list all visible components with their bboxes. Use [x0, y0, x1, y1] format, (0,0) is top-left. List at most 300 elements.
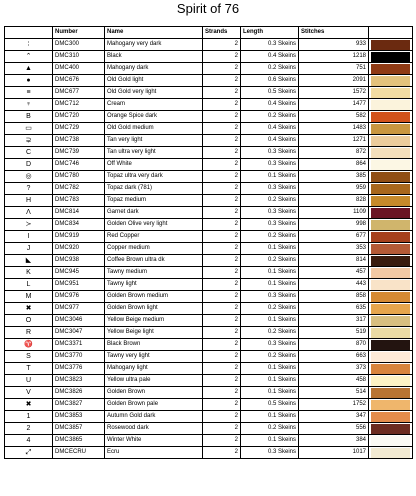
- name-cell: Mahogany very dark: [105, 39, 203, 51]
- stitches-cell: 556: [299, 423, 369, 435]
- number-cell: [53, 195, 105, 207]
- header-name: Name: [105, 27, 203, 39]
- number-cell: [53, 75, 105, 87]
- name-cell: Golden Brown light: [105, 303, 203, 315]
- color-swatch: [371, 268, 410, 278]
- table-row: [5, 447, 413, 459]
- table-header-row: [5, 27, 413, 39]
- floss-number: 3770: [69, 353, 83, 359]
- brand-label: DMC: [55, 293, 69, 299]
- floss-number: 300: [69, 41, 80, 47]
- color-swatch: [371, 52, 410, 62]
- length-cell: 0.3 Skeins: [241, 219, 299, 231]
- color-swatch-cell: [369, 63, 413, 75]
- strands-cell: 2: [203, 147, 241, 159]
- stitches-cell: 353: [299, 243, 369, 255]
- stitches-cell: 1109: [299, 207, 369, 219]
- color-swatch: [371, 64, 410, 74]
- table-row: [5, 267, 413, 279]
- symbol-cell: O: [5, 315, 53, 327]
- color-swatch: [371, 160, 410, 170]
- table-row: [5, 99, 413, 111]
- symbol-cell: I: [5, 231, 53, 243]
- color-swatch-cell: [369, 207, 413, 219]
- symbol-cell: S: [5, 351, 53, 363]
- stitches-cell: 317: [299, 315, 369, 327]
- symbol-cell: R: [5, 327, 53, 339]
- brand-label: DMC: [55, 449, 69, 455]
- length-cell: 0.2 Skeins: [241, 255, 299, 267]
- length-cell: 0.2 Skeins: [241, 303, 299, 315]
- color-swatch: [371, 148, 410, 158]
- symbol-cell: U: [5, 375, 53, 387]
- number-cell: [53, 279, 105, 291]
- number-cell: [53, 303, 105, 315]
- number-cell: [53, 123, 105, 135]
- floss-number: 3827: [69, 401, 83, 407]
- brand-label: DMC: [55, 197, 69, 203]
- name-cell: Yellow Beige medium: [105, 315, 203, 327]
- color-swatch-cell: [369, 219, 413, 231]
- color-swatch-cell: [369, 51, 413, 63]
- floss-number: 938: [69, 257, 80, 263]
- color-swatch-cell: [369, 243, 413, 255]
- brand-label: DMC: [55, 305, 69, 311]
- brand-label: DMC: [55, 65, 69, 71]
- color-swatch: [371, 136, 410, 146]
- table-row: [5, 339, 413, 351]
- color-swatch-cell: [369, 255, 413, 267]
- table-row: [5, 243, 413, 255]
- color-swatch-cell: [369, 411, 413, 423]
- color-swatch-cell: [369, 159, 413, 171]
- table-row: [5, 51, 413, 63]
- stitches-cell: 933: [299, 39, 369, 51]
- length-cell: 0.5 Skeins: [241, 399, 299, 411]
- brand-label: DMC: [55, 77, 69, 83]
- color-swatch: [371, 124, 410, 134]
- length-cell: 0.4 Skeins: [241, 99, 299, 111]
- length-cell: 0.3 Skeins: [241, 291, 299, 303]
- symbol-cell: ?: [5, 183, 53, 195]
- table-row: [5, 351, 413, 363]
- strands-cell: 2: [203, 399, 241, 411]
- table-row: [5, 183, 413, 195]
- color-swatch-cell: [369, 339, 413, 351]
- table-row: [5, 255, 413, 267]
- floss-number: 951: [69, 281, 80, 287]
- symbol-cell: Λ: [5, 207, 53, 219]
- symbol-cell: ≡: [5, 87, 53, 99]
- strands-cell: 2: [203, 387, 241, 399]
- table-row: [5, 327, 413, 339]
- strands-cell: 2: [203, 207, 241, 219]
- symbol-cell: ⊋: [5, 135, 53, 147]
- floss-number: 746: [69, 161, 80, 167]
- number-cell: [53, 183, 105, 195]
- name-cell: Tan very light: [105, 135, 203, 147]
- floss-number: 3826: [69, 389, 83, 395]
- name-cell: Golden Brown: [105, 387, 203, 399]
- strands-cell: 2: [203, 111, 241, 123]
- color-swatch: [371, 100, 410, 110]
- number-cell: [53, 375, 105, 387]
- length-cell: 0.2 Skeins: [241, 423, 299, 435]
- stitches-cell: 1483: [299, 123, 369, 135]
- number-cell: [53, 255, 105, 267]
- stitches-cell: 864: [299, 159, 369, 171]
- stitches-cell: 872: [299, 147, 369, 159]
- color-swatch-cell: [369, 351, 413, 363]
- floss-number: 780: [69, 173, 80, 179]
- length-cell: 0.1 Skeins: [241, 279, 299, 291]
- color-swatch-cell: [369, 423, 413, 435]
- brand-label: DMC: [55, 41, 69, 47]
- length-cell: 0.3 Skeins: [241, 447, 299, 459]
- symbol-cell: ▭: [5, 123, 53, 135]
- table-row: [5, 63, 413, 75]
- name-cell: Copper medium: [105, 243, 203, 255]
- symbol-cell: D: [5, 159, 53, 171]
- floss-number: 3853: [69, 413, 83, 419]
- length-cell: 0.4 Skeins: [241, 123, 299, 135]
- table-row: [5, 171, 413, 183]
- floss-number: 739: [69, 149, 80, 155]
- strands-cell: 2: [203, 123, 241, 135]
- brand-label: DMC: [55, 125, 69, 131]
- strands-cell: 2: [203, 75, 241, 87]
- strands-cell: 2: [203, 243, 241, 255]
- brand-label: DMC: [55, 221, 69, 227]
- table-row: [5, 135, 413, 147]
- floss-number: 814: [69, 209, 80, 215]
- strands-cell: 2: [203, 279, 241, 291]
- stitches-cell: 1477: [299, 99, 369, 111]
- brand-label: DMC: [55, 161, 69, 167]
- symbol-cell: K: [5, 267, 53, 279]
- floss-number: 783: [69, 197, 80, 203]
- color-swatch: [371, 352, 410, 362]
- color-swatch: [371, 328, 410, 338]
- brand-label: DMC: [55, 53, 69, 59]
- floss-number: 3776: [69, 365, 83, 371]
- strands-cell: 2: [203, 411, 241, 423]
- name-cell: Rosewood dark: [105, 423, 203, 435]
- length-cell: 0.2 Skeins: [241, 231, 299, 243]
- stitches-cell: 1017: [299, 447, 369, 459]
- name-cell: Tawny very light: [105, 351, 203, 363]
- color-swatch-cell: [369, 147, 413, 159]
- length-cell: 0.3 Skeins: [241, 183, 299, 195]
- color-swatch-cell: [369, 195, 413, 207]
- name-cell: Yellow Beige light: [105, 327, 203, 339]
- table-row: [5, 423, 413, 435]
- symbol-cell: ✖: [5, 303, 53, 315]
- strands-cell: 2: [203, 63, 241, 75]
- length-cell: 0.2 Skeins: [241, 351, 299, 363]
- page-title: Spirit of 76: [176, 1, 240, 16]
- length-cell: 0.3 Skeins: [241, 207, 299, 219]
- strands-cell: 2: [203, 51, 241, 63]
- stitches-cell: 858: [299, 291, 369, 303]
- stitches-cell: 347: [299, 411, 369, 423]
- strands-cell: 2: [203, 423, 241, 435]
- length-cell: 0.3 Skeins: [241, 147, 299, 159]
- table-row: [5, 219, 413, 231]
- color-swatch-cell: [369, 183, 413, 195]
- strands-cell: 2: [203, 87, 241, 99]
- name-cell: Golden Olive very light: [105, 219, 203, 231]
- floss-number: 3371: [69, 341, 83, 347]
- strands-cell: 2: [203, 159, 241, 171]
- table-row: [5, 435, 413, 447]
- stitches-cell: 751: [299, 63, 369, 75]
- name-cell: Coffee Brown ultra dk: [105, 255, 203, 267]
- name-cell: Golden Brown pale: [105, 399, 203, 411]
- color-swatch: [371, 256, 410, 266]
- brand-label: DMC: [55, 209, 69, 215]
- symbol-cell: ▲: [5, 63, 53, 75]
- color-swatch-cell: [369, 363, 413, 375]
- stitches-cell: 828: [299, 195, 369, 207]
- strands-cell: 2: [203, 135, 241, 147]
- strands-cell: 2: [203, 315, 241, 327]
- number-cell: [53, 339, 105, 351]
- symbol-cell: 2: [5, 423, 53, 435]
- number-cell: [53, 171, 105, 183]
- symbol-cell: V: [5, 387, 53, 399]
- stitches-cell: 959: [299, 183, 369, 195]
- length-cell: 0.1 Skeins: [241, 387, 299, 399]
- number-cell: [53, 99, 105, 111]
- brand-label: DMC: [55, 173, 69, 179]
- name-cell: Topaz dark (781): [105, 183, 203, 195]
- number-cell: [53, 63, 105, 75]
- strands-cell: 2: [203, 375, 241, 387]
- strands-cell: 2: [203, 351, 241, 363]
- table-row: [5, 195, 413, 207]
- color-swatch: [371, 112, 410, 122]
- table-row: [5, 231, 413, 243]
- stitches-cell: 1752: [299, 399, 369, 411]
- stitches-cell: 998: [299, 219, 369, 231]
- stitches-cell: 870: [299, 339, 369, 351]
- stitches-cell: 458: [299, 375, 369, 387]
- brand-label: DMC: [55, 101, 69, 107]
- number-cell: [53, 291, 105, 303]
- brand-label: DMC: [55, 329, 69, 335]
- symbol-cell: C: [5, 147, 53, 159]
- floss-number: 400: [69, 65, 80, 71]
- number-cell: [53, 447, 105, 459]
- name-cell: Cream: [105, 99, 203, 111]
- name-cell: Mahogany dark: [105, 63, 203, 75]
- stitches-cell: 385: [299, 171, 369, 183]
- floss-number: 3823: [69, 377, 83, 383]
- symbol-cell: ⌃: [5, 51, 53, 63]
- strands-cell: 2: [203, 99, 241, 111]
- strands-cell: 2: [203, 339, 241, 351]
- stitches-cell: 457: [299, 267, 369, 279]
- color-swatch-cell: [369, 135, 413, 147]
- length-cell: 0.1 Skeins: [241, 411, 299, 423]
- table-row: [5, 123, 413, 135]
- color-swatch-cell: [369, 375, 413, 387]
- length-cell: 0.1 Skeins: [241, 375, 299, 387]
- symbol-cell: ●: [5, 75, 53, 87]
- color-swatch: [371, 244, 410, 254]
- symbol-cell: T: [5, 363, 53, 375]
- stitches-cell: 582: [299, 111, 369, 123]
- length-cell: 0.1 Skeins: [241, 267, 299, 279]
- color-swatch-cell: [369, 279, 413, 291]
- number-cell: [53, 111, 105, 123]
- color-swatch-cell: [369, 447, 413, 459]
- stitches-cell: 1572: [299, 87, 369, 99]
- color-swatch-cell: [369, 231, 413, 243]
- length-cell: 0.2 Skeins: [241, 327, 299, 339]
- floss-number: 3047: [69, 329, 83, 335]
- symbol-cell: J: [5, 243, 53, 255]
- strands-cell: 2: [203, 435, 241, 447]
- name-cell: Garnet dark: [105, 207, 203, 219]
- table-row: [5, 363, 413, 375]
- color-swatch: [371, 436, 410, 446]
- strands-cell: 2: [203, 267, 241, 279]
- color-swatch: [371, 280, 410, 290]
- name-cell: Orange Spice dark: [105, 111, 203, 123]
- brand-label: DMC: [55, 149, 69, 155]
- name-cell: Mahogany light: [105, 363, 203, 375]
- floss-number: 919: [69, 233, 80, 239]
- name-cell: Tawny medium: [105, 267, 203, 279]
- color-swatch-cell: [369, 171, 413, 183]
- table-row: [5, 111, 413, 123]
- symbol-cell: ≻: [5, 219, 53, 231]
- number-cell: [53, 219, 105, 231]
- color-swatch: [371, 196, 410, 206]
- brand-label: DMC: [55, 341, 69, 347]
- symbol-cell: B: [5, 111, 53, 123]
- symbol-cell: L: [5, 279, 53, 291]
- name-cell: Topaz ultra very dark: [105, 171, 203, 183]
- color-swatch-cell: [369, 291, 413, 303]
- name-cell: Black: [105, 51, 203, 63]
- header-strands: Strands: [203, 27, 241, 39]
- color-swatch: [371, 208, 410, 218]
- number-cell: [53, 87, 105, 99]
- floss-number: 3865: [69, 437, 83, 443]
- brand-label: DMC: [55, 281, 69, 287]
- table-row: [5, 399, 413, 411]
- brand-label: DMC: [55, 365, 69, 371]
- color-swatch: [371, 412, 410, 422]
- number-cell: [53, 351, 105, 363]
- table-row: [5, 303, 413, 315]
- header-stitches: Stitches: [299, 27, 369, 39]
- floss-number: ECRU: [69, 449, 87, 455]
- header-length: Length: [241, 27, 299, 39]
- number-cell: [53, 39, 105, 51]
- stitches-cell: 814: [299, 255, 369, 267]
- name-cell: Red Copper: [105, 231, 203, 243]
- color-swatch: [371, 316, 410, 326]
- color-swatch-cell: [369, 399, 413, 411]
- strands-cell: 2: [203, 219, 241, 231]
- number-cell: [53, 231, 105, 243]
- header-color: [369, 27, 413, 39]
- strands-cell: 2: [203, 231, 241, 243]
- name-cell: Tawny light: [105, 279, 203, 291]
- color-swatch: [371, 40, 410, 50]
- length-cell: 0.2 Skeins: [241, 111, 299, 123]
- brand-label: DMC: [55, 185, 69, 191]
- name-cell: Black Brown: [105, 339, 203, 351]
- name-cell: Golden Brown medium: [105, 291, 203, 303]
- color-swatch-cell: [369, 315, 413, 327]
- number-cell: [53, 363, 105, 375]
- brand-label: DMC: [55, 317, 69, 323]
- symbol-cell: 4: [5, 435, 53, 447]
- color-swatch-cell: [369, 387, 413, 399]
- color-swatch: [371, 292, 410, 302]
- floss-number: 977: [69, 305, 80, 311]
- floss-number: 920: [69, 245, 80, 251]
- brand-label: DMC: [55, 353, 69, 359]
- table-row: [5, 291, 413, 303]
- name-cell: Winter White: [105, 435, 203, 447]
- color-swatch: [371, 88, 410, 98]
- strands-cell: 2: [203, 447, 241, 459]
- table-row: [5, 387, 413, 399]
- stitches-cell: 1271: [299, 135, 369, 147]
- name-cell: Yellow ultra pale: [105, 375, 203, 387]
- length-cell: 0.2 Skeins: [241, 195, 299, 207]
- floss-number: 712: [69, 101, 80, 107]
- brand-label: DMC: [55, 389, 69, 395]
- stitches-cell: 519: [299, 327, 369, 339]
- color-swatch-cell: [369, 267, 413, 279]
- color-swatch: [371, 76, 410, 86]
- symbol-cell: 1: [5, 411, 53, 423]
- brand-label: DMC: [55, 113, 69, 119]
- number-cell: [53, 147, 105, 159]
- stitches-cell: 443: [299, 279, 369, 291]
- color-swatch-cell: [369, 123, 413, 135]
- number-cell: [53, 411, 105, 423]
- brand-label: DMC: [55, 233, 69, 239]
- color-swatch: [371, 220, 410, 230]
- brand-label: DMC: [55, 413, 69, 419]
- color-swatch-cell: [369, 39, 413, 51]
- name-cell: Old Gold medium: [105, 123, 203, 135]
- symbol-cell: ✖: [5, 399, 53, 411]
- symbol-cell: ∶: [5, 39, 53, 51]
- symbol-cell: M: [5, 291, 53, 303]
- floss-number: 782: [69, 185, 80, 191]
- color-swatch: [371, 448, 410, 458]
- stitches-cell: 663: [299, 351, 369, 363]
- number-cell: [53, 423, 105, 435]
- color-swatch-cell: [369, 111, 413, 123]
- table-row: [5, 207, 413, 219]
- floss-number: 310: [69, 53, 80, 59]
- floss-number: 676: [69, 77, 80, 83]
- brand-label: DMC: [55, 245, 69, 251]
- length-cell: 0.1 Skeins: [241, 315, 299, 327]
- color-swatch: [371, 400, 410, 410]
- number-cell: [53, 399, 105, 411]
